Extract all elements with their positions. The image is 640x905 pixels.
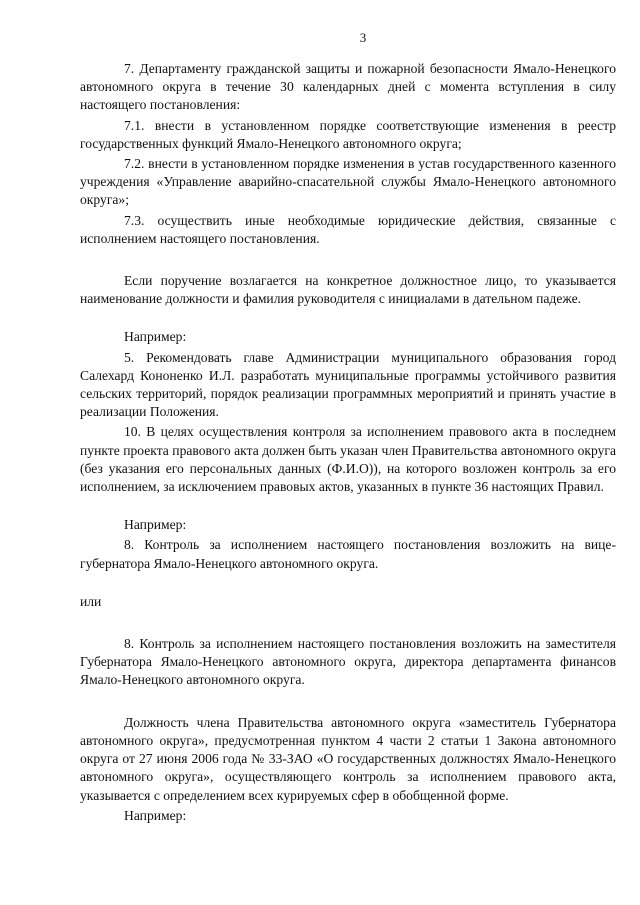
example-paragraph-8b: 8. Контроль за исполнением настоящего постановления возложить на заместителя Губернатора Ямало-Ненецкого автономного округа, директора департамента финансов Ямало-Ненецкого автономного округа.: [80, 636, 616, 688]
paragraph-if-official: Если поручение возлагается на конкретное должностное лицо, то указывается наименование должности и фамилия руководителя с инициалами в дательном падеже.: [80, 273, 616, 307]
paragraph-7-3: 7.3. осуществить иные необходимые юридические действия, связанные с исполнением настоящего постановления.: [80, 212, 616, 246]
page-number: 3: [359, 30, 367, 45]
or-separator: или: [80, 593, 102, 609]
paragraph-7-2: 7.2. внести в установленном порядке изменения в устав государственного казенного учреждения «Управление аварийно-спасательной службы Ямало-Ненецкого автономного округа»;: [80, 156, 616, 208]
example-label-1: Например:: [124, 329, 187, 345]
paragraph-7: 7. Департаменту гражданской защиты и пожарной безопасности Ямало-Ненецкого автономного округа в течение 30 календарных дней с момента вступления в силу настоящего постановления:: [80, 61, 616, 113]
example-label-3: Например:: [124, 807, 187, 823]
example-paragraph-8a: 8. Контроль за исполнением настоящего постановления возложить на вице-губернатора Ямало-Ненецкого автономного округа.: [80, 537, 616, 571]
example-label-2: Например:: [124, 517, 187, 533]
example-paragraph-5: 5. Рекомендовать главе Администрации муниципального образования город Салехард Кононенко И.Л. разработать муниципальные программы устойчивого развития сельских территорий, порядок реализации программных мероприятий и принять участие в реализации Положения.: [80, 349, 616, 420]
paragraph-10: 10. В целях осуществления контроля за исполнением правового акта в последнем пункте проекта правового акта должен быть указан член Правительства автономного округа (без указания его персональных данных (Ф.И.О)), на которого возложен контроль за его исполнением, за исключением правовых актов, указанных в пункте 36 настоящих Правил.: [80, 424, 616, 495]
paragraph-position-note: Должность члена Правительства автономного округа «заместитель Губернатора автономного округа», предусмотренная пунктом 4 части 2 статьи 1 Закона автономного округа от 27 июня 2006 года № 33-ЗАО «О государственных должностях Ямало-Ненецкого автономного округа», осуществляющего контроль за исполнением правового акта, указывается с определением всех курируемых сфер в обобщенной форме.: [80, 714, 616, 803]
paragraph-7-1: 7.1. внести в установленном порядке соответствующие изменения в реестр государственных функций Ямало-Ненецкого автономного округа;: [80, 117, 616, 151]
